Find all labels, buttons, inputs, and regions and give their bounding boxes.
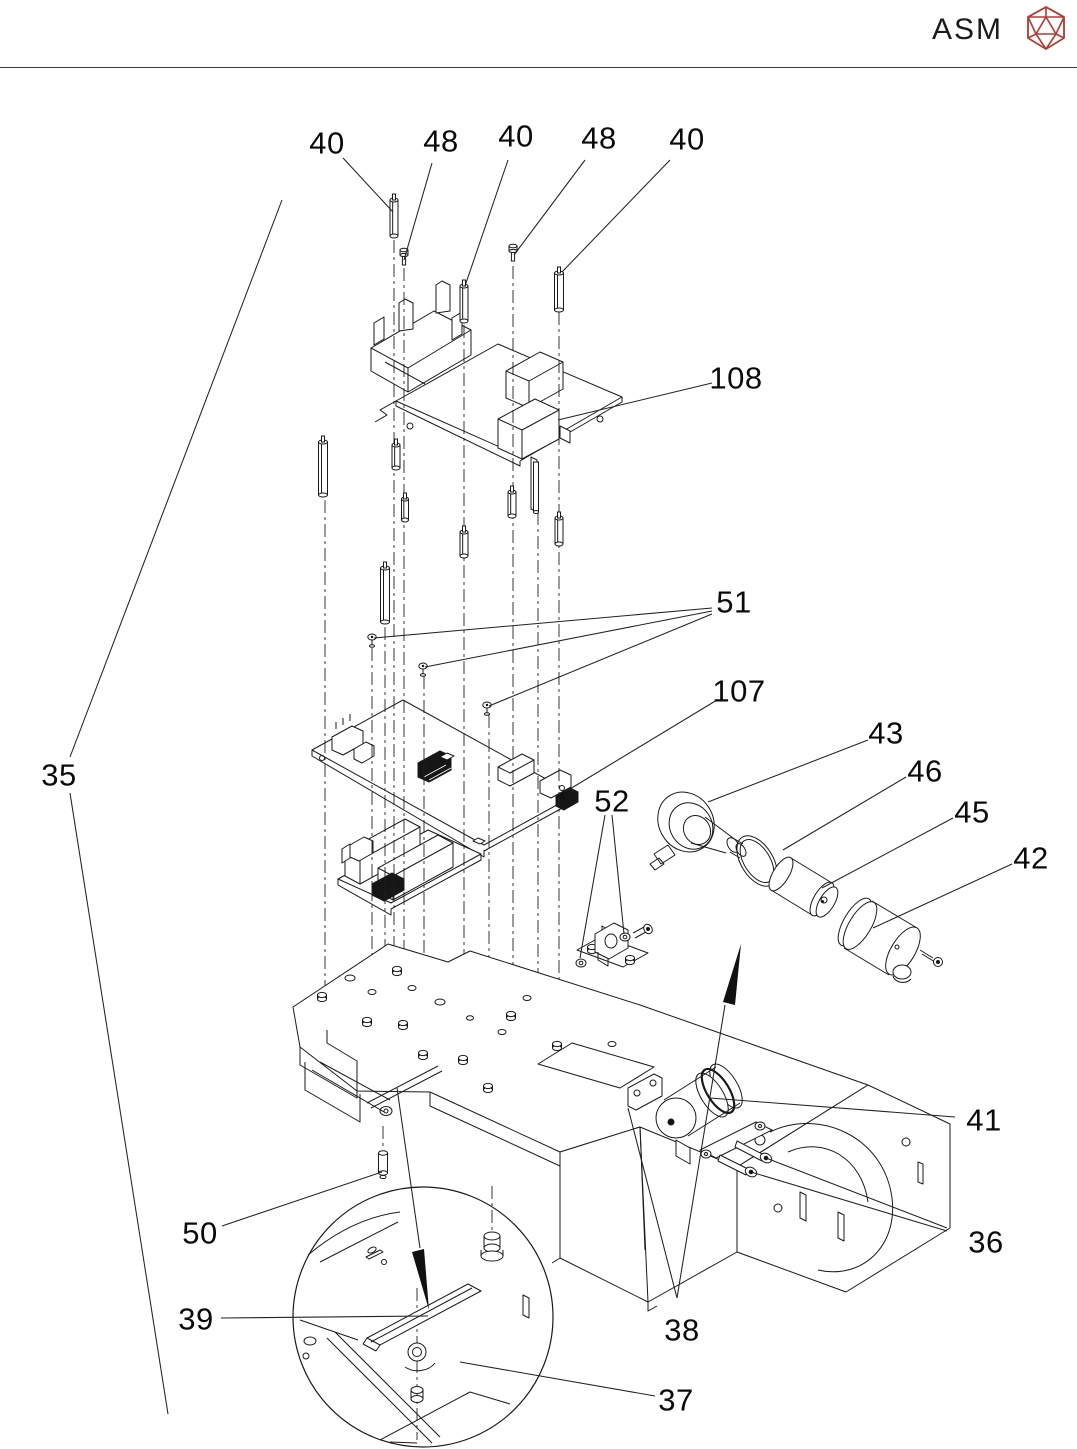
solid-pointer-arrow (412, 1249, 429, 1310)
leader-line (70, 793, 168, 1414)
chassis-drawing (293, 926, 950, 1311)
standoff-part (402, 493, 409, 522)
leader-line (514, 160, 585, 255)
valve-assembly-drawing (647, 781, 943, 982)
brand-text: ASM (931, 13, 1003, 46)
callout-label-41: 41 (966, 1102, 1002, 1138)
leader-line (221, 1316, 428, 1318)
callout-label-107: 107 (712, 673, 766, 709)
leader-line (222, 1172, 382, 1226)
callout-label-40-3: 40 (669, 121, 705, 157)
solid-pointer-arrow (723, 944, 741, 1005)
leader-line (822, 818, 953, 888)
standoff-part (460, 280, 468, 323)
bracket-lower-drawing (338, 819, 481, 915)
callout-label-46: 46 (907, 753, 943, 789)
callout-label-40-2: 40 (498, 118, 534, 154)
standoff-part (319, 436, 328, 497)
screw-51-part (419, 663, 427, 676)
screw-51-part (368, 634, 376, 647)
callout-label-36: 36 (968, 1224, 1004, 1260)
callout-label-40-1: 40 (309, 125, 345, 161)
standoff-part (555, 512, 563, 546)
callout-label-48-2: 48 (581, 120, 617, 156)
chassis-screw-head (626, 955, 635, 964)
pin-part (534, 462, 539, 514)
callout-label-35: 35 (41, 757, 77, 793)
callout-label-45: 45 (954, 794, 990, 830)
leader-line (560, 700, 717, 795)
chassis-screw-head (484, 1083, 493, 1092)
screw-51-part (483, 702, 491, 715)
chassis-screw-head (393, 966, 402, 975)
leader-line (374, 608, 712, 638)
chassis-screw-head (399, 1020, 408, 1029)
callout-label-51: 51 (716, 584, 752, 620)
chassis-screw-head (459, 1055, 468, 1064)
callout-label-38: 38 (664, 1312, 700, 1348)
leader-line (404, 163, 432, 260)
leader-line (708, 740, 868, 802)
detail-pointer-shaft (397, 1088, 420, 1248)
chassis-screw-head (553, 1041, 562, 1050)
leader-line (70, 200, 282, 757)
standoff-part (460, 526, 468, 558)
callout-label-37: 37 (658, 1382, 694, 1418)
standoff-part (392, 439, 400, 470)
leader-line (489, 614, 712, 706)
standoff-part (390, 194, 398, 238)
chassis-screw-head (507, 1011, 516, 1020)
leader-line (612, 815, 624, 934)
chassis-screw-head (419, 1050, 428, 1059)
leader-line (783, 777, 906, 850)
leader-line (425, 611, 712, 667)
callout-label-48-1: 48 (423, 123, 459, 159)
screw-50-drawing (379, 1151, 388, 1179)
callout-label-108: 108 (709, 360, 763, 396)
callout-label-50: 50 (182, 1215, 218, 1251)
callout-label-43: 43 (868, 715, 904, 751)
leader-line (465, 160, 508, 286)
leader-line (873, 864, 1012, 928)
leader-line (460, 1362, 655, 1396)
leader-line (343, 158, 393, 212)
chassis-screw-head (318, 992, 327, 1001)
leader-line (562, 160, 670, 272)
chassis-screw-head (363, 1017, 372, 1026)
callout-label-42: 42 (1013, 840, 1049, 876)
standoff-part (555, 267, 564, 312)
page-header (0, 0, 1077, 68)
standoff-part (381, 562, 390, 624)
asm-logo-icon (1023, 5, 1069, 51)
standoff-part (508, 486, 516, 518)
callout-label-52: 52 (594, 783, 630, 819)
callout-label-39: 39 (178, 1301, 214, 1337)
